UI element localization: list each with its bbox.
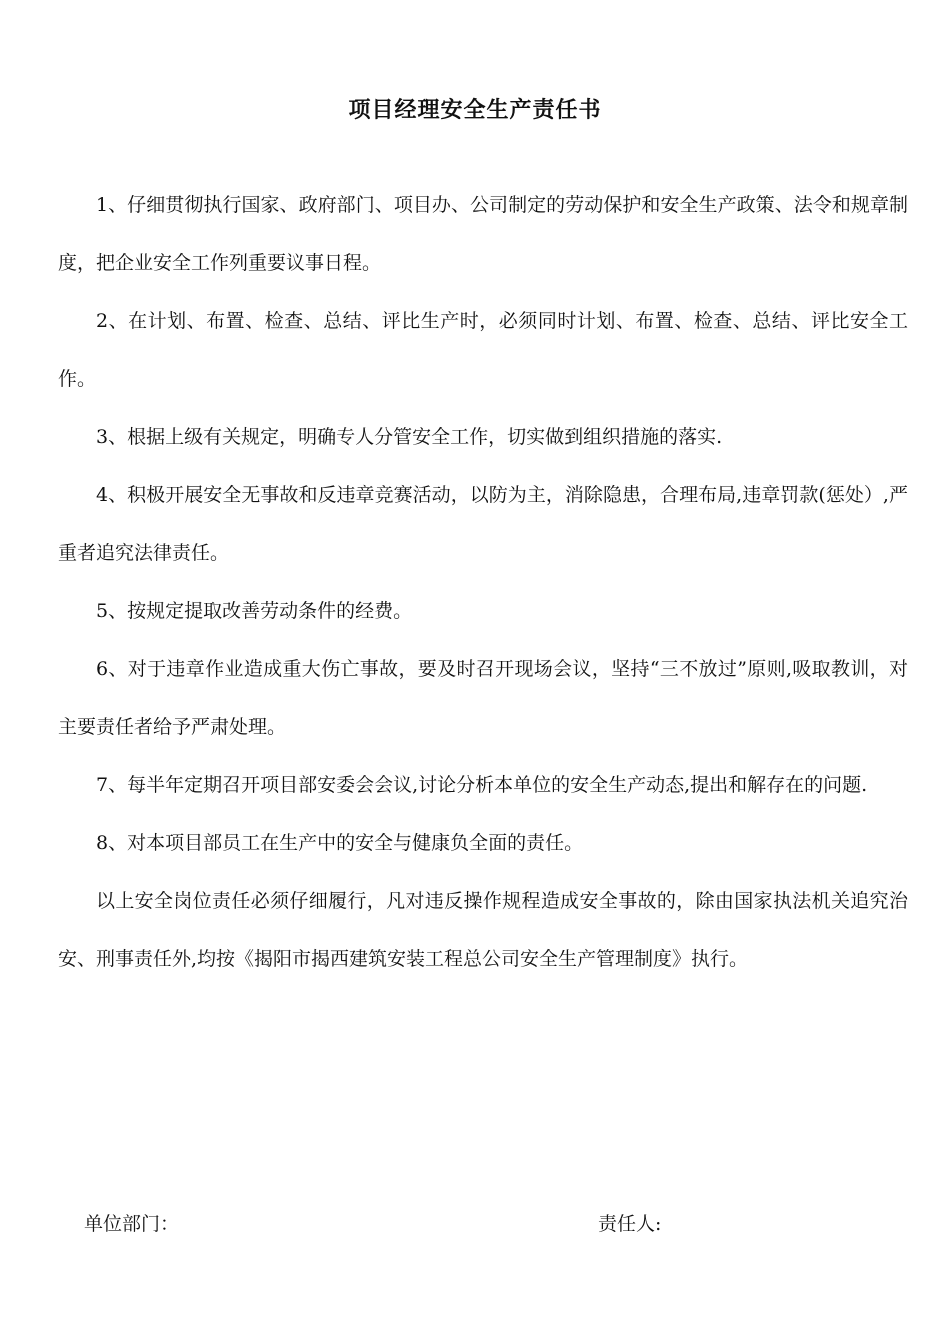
clause-paragraph: 8、对本项目部员工在生产中的安全与健康负全面的责任。 xyxy=(96,832,584,854)
clause-paragraph: 1、仔细贯彻执行国家、政府部门、项目办、公司制定的劳动保护和安全生产政策、法令和规章制度，把企业安全工作列重要议事日程。 xyxy=(58,194,908,274)
document-body xyxy=(58,176,908,988)
signature-line xyxy=(0,1204,950,1244)
clause-paragraph: 4、积极开展安全无事故和反违章竞赛活动，以防为主，消除隐患，合理布局,违章罚款(惩处）,严重者追究法律责任。 xyxy=(58,484,908,564)
clause-paragraph: 7、每半年定期召开项目部安委会会议,讨论分析本单位的安全生产动态,提出和解存在的问题. xyxy=(96,774,868,796)
department-label: 单位部门： xyxy=(84,1213,180,1235)
clause-paragraph: 5、按规定提取改善劳动条件的经费。 xyxy=(96,600,413,622)
document-title: 项目经理安全生产责任书 xyxy=(348,97,602,123)
clause-paragraph: 2、在计划、布置、检查、总结、评比生产时，必须同时计划、布置、检查、总结、评比安全工作。 xyxy=(58,310,908,390)
clause-paragraph: 6、对于违章作业造成重大伤亡事故，要及时召开现场会议，坚持“三不放过”原则,吸取教训，对主要责任者给予严肃处理。 xyxy=(58,658,908,738)
responsible-person-label: 责任人: xyxy=(598,1213,662,1235)
clause-paragraph: 3、根据上级有关规定，明确专人分管安全工作，切实做到组织措施的落实. xyxy=(96,426,723,448)
closing-paragraph: 以上安全岗位责任必须仔细履行，凡对违反操作规程造成安全事故的，除由国家执法机关追究治安、刑事责任外,均按《揭阳市揭西建筑安装工程总公司安全生产管理制度》执行。 xyxy=(58,890,908,970)
